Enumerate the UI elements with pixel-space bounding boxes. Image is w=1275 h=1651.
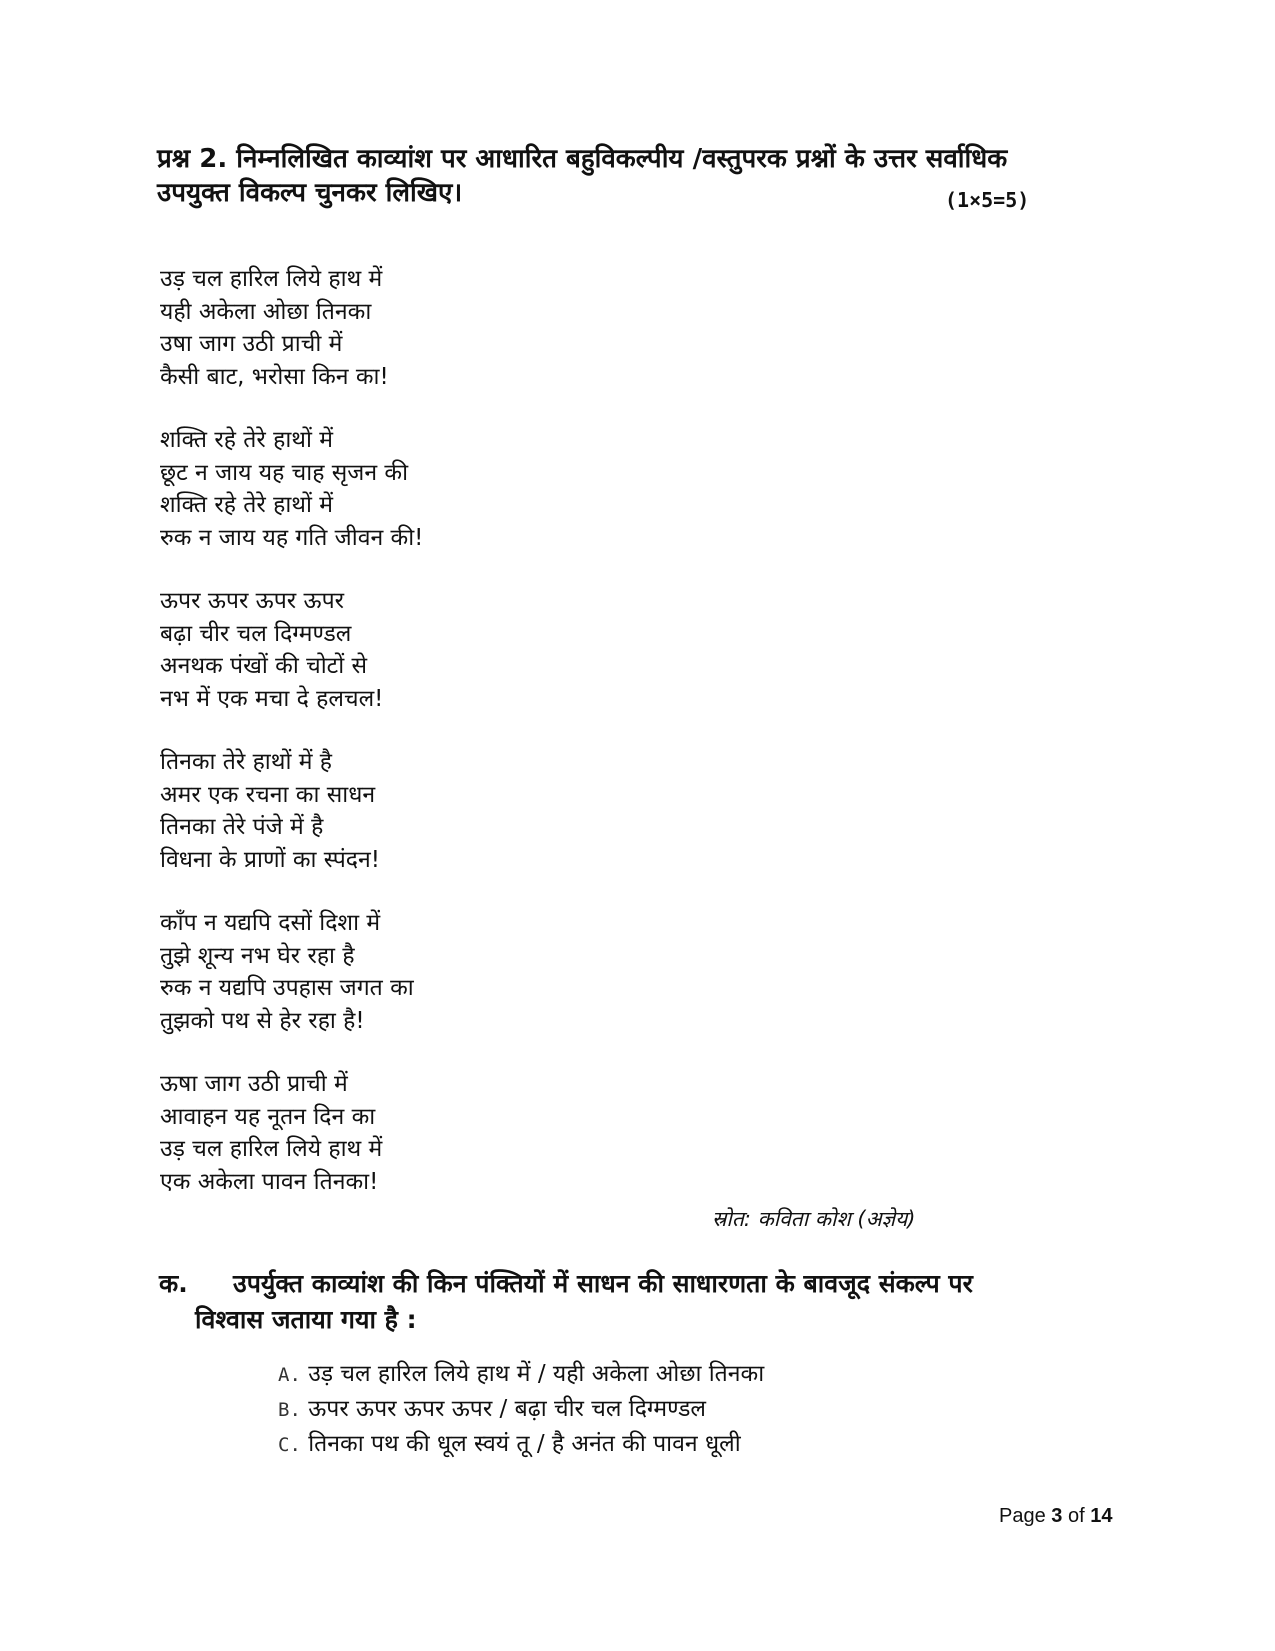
option-text: तिनका पथ की धूल स्वयं तू / है अनंत की पावन धूली (308, 1431, 741, 1457)
poem-line: तुझको पथ से हेर रहा है! (160, 1007, 365, 1034)
poem-line: उड़ चल हारिल लिये हाथ में (160, 1136, 383, 1162)
page-total: 14 (1090, 1505, 1113, 1527)
page-label: Page (999, 1505, 1046, 1527)
sub-question-line-2: विश्वास जताया गया है : (195, 1305, 417, 1334)
poem-line: छूट न जाय यह चाह सृजन की (160, 459, 409, 486)
poem-line: ऊषा जाग उठी प्राची में (160, 1071, 348, 1097)
poem-stanza-5 (160, 907, 423, 1037)
poem-stanza-6 (160, 1068, 423, 1198)
question-line-2: उपयुक्त विकल्प चुनकर लिखिए। (157, 178, 463, 208)
marks-allocation: (1×5=5) (945, 188, 1030, 212)
poem-line: उषा जाग उठी प्राची में (160, 331, 343, 357)
sub-question-number: क. (159, 1269, 188, 1298)
poem-line: शक्ति रहे तेरे हाथों में (160, 492, 333, 518)
poem-stanza-3 (160, 585, 423, 715)
page-current: 3 (1051, 1505, 1063, 1527)
poem-line: ऊपर ऊपर ऊपर ऊपर (160, 588, 345, 614)
page-number (999, 1505, 1112, 1528)
poem-stanza-2 (160, 424, 423, 554)
option-text: ऊपर ऊपर ऊपर ऊपर / बढ़ा चीर चल दिग्मण्डल (308, 1396, 706, 1422)
poem-line: कैसी बाट, भरोसा किन का! (160, 363, 389, 390)
poem-line: शक्ति रहे तेरे हाथों में (160, 427, 333, 453)
poem-line: रुक न यद्यपि उपहास जगत का (160, 975, 414, 1001)
option-b (278, 1392, 764, 1427)
poem-line: नभ में एक मचा दे हलचल! (160, 685, 384, 712)
option-letter: C. (278, 1434, 301, 1456)
poem (160, 263, 423, 1229)
poem-line: अमर एक रचना का साधन (160, 781, 376, 808)
poem-source: स्रोत: कविता कोश (अज्ञेय) (712, 1207, 916, 1231)
option-a (278, 1357, 764, 1392)
poem-line: काँप न यद्यपि दसों दिशा में (160, 910, 381, 936)
poem-line: विधना के प्राणों का स्पंदन! (160, 846, 380, 873)
poem-line: यही अकेला ओछा तिनका (160, 298, 372, 325)
poem-stanza-1 (160, 263, 423, 393)
poem-line: तिनका तेरे हाथों में है (160, 749, 333, 775)
poem-line: तिनका तेरे पंजे में है (160, 814, 324, 840)
question-line-1: प्रश्न 2. निम्नलिखित काव्यांश पर आधारित बहुविकल्पीय /वस्तुपरक प्रश्नों के उत्तर सर्वाधिक (157, 144, 1008, 174)
sub-question-line-1: उपर्युक्त काव्यांश की किन पंक्तियों में साधन की साधारणता के बावजूद संकल्प पर (233, 1269, 973, 1298)
sub-question (159, 1266, 1099, 1338)
poem-line: अनथक पंखों की चोटों से (160, 653, 368, 679)
option-c (278, 1427, 764, 1462)
poem-line: तुझे शून्य नभ घेर रहा है (160, 942, 355, 969)
poem-line: आवाहन यह नूतन दिन का (160, 1103, 376, 1130)
option-letter: A. (278, 1364, 301, 1386)
of-label: of (1067, 1505, 1085, 1527)
poem-stanza-4 (160, 746, 423, 876)
poem-line: एक अकेला पावन तिनका! (160, 1168, 379, 1195)
poem-line: बढ़ा चीर चल दिग्मण्डल (160, 620, 352, 647)
poem-line: उड़ चल हारिल लिये हाथ में (160, 266, 383, 292)
option-letter: B. (278, 1399, 301, 1421)
answer-options (278, 1357, 764, 1462)
option-text: उड़ चल हारिल लिये हाथ में / यही अकेला ओछा तिनका (308, 1361, 765, 1387)
poem-line: रुक न जाय यह गति जीवन की! (160, 524, 424, 551)
